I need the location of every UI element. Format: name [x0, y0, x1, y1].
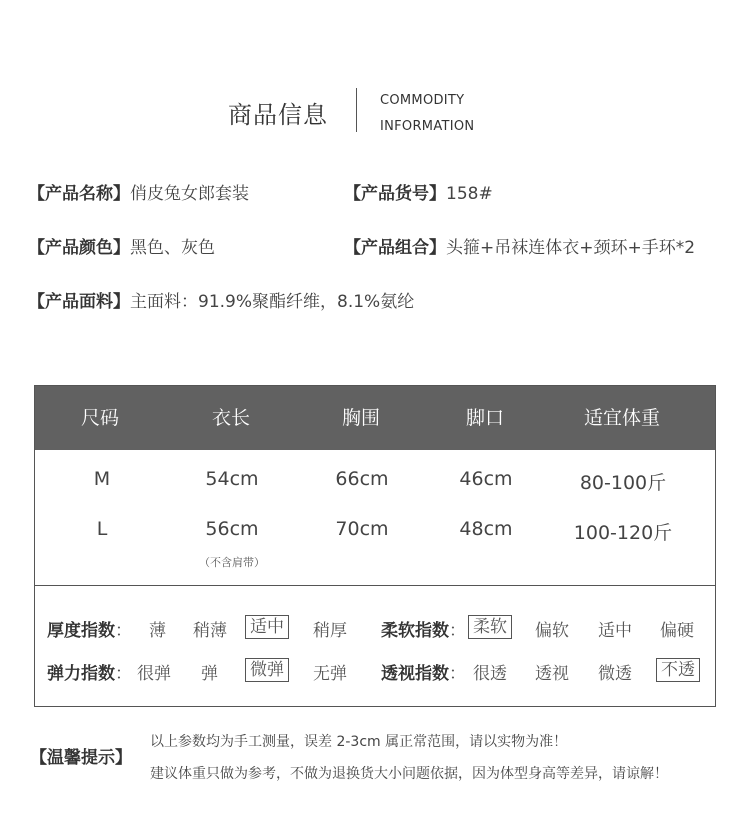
product-fabric-row — [28, 287, 414, 312]
product-name-row — [28, 179, 249, 204]
header-weight: 适宜体重 — [583, 407, 660, 429]
tip-line-1: 以上参数均为手工测量，误差 2-3cm 属正常范围，请以实物为准！ — [150, 734, 568, 750]
section-title-cn: 商品信息 — [228, 101, 328, 129]
product-sku-row — [344, 179, 493, 204]
softness-option-fairly-soft: 偏软 — [535, 621, 569, 641]
elastic-option-slight-selected: 微弹 — [245, 658, 289, 682]
row-l-bust: 70cm — [335, 518, 389, 540]
header-length: 衣长 — [211, 407, 250, 429]
size-table — [34, 385, 716, 586]
softness-option-medium: 适中 — [598, 621, 632, 641]
title-divider — [356, 88, 357, 132]
product-color-row — [28, 233, 215, 258]
sheer-option-very: 很透 — [473, 664, 507, 684]
thickness-option-thin: 薄 — [149, 621, 166, 641]
softness-label: 柔软指数： — [381, 621, 466, 641]
product-fabric-label: 【产品面料】 — [28, 292, 130, 312]
row-l-size: L — [96, 518, 108, 540]
row-m-weight: 80-100斤 — [579, 472, 667, 494]
thickness-label: 厚度指数： — [47, 621, 132, 641]
size-table-header — [35, 386, 715, 450]
row-m-length: 54cm — [205, 468, 259, 490]
row-m-size: M — [93, 468, 111, 490]
tip-line-2: 建议体重只做为参考，不做为退换货大小问题依据，因为体型身高等差异，请谅解！ — [150, 766, 668, 782]
thickness-option-slightly-thick: 稍厚 — [313, 621, 347, 641]
elastic-option-elastic: 弹 — [201, 664, 218, 684]
product-combo-label: 【产品组合】 — [344, 238, 446, 258]
section-title-en — [380, 88, 474, 140]
thickness-option-slightly-thin: 稍薄 — [193, 621, 227, 641]
header-bust: 胸围 — [341, 407, 380, 429]
row-m-bust: 66cm — [335, 468, 389, 490]
sheer-label: 透视指数： — [381, 664, 466, 684]
row-l-length: 56cm — [205, 518, 259, 540]
product-color-label: 【产品颜色】 — [28, 238, 130, 258]
product-fabric-value: 主面料：91.9%聚酯纤维，8.1%氨纶 — [130, 292, 415, 312]
length-note: （不含肩带） — [199, 556, 265, 569]
section-header — [0, 0, 750, 160]
product-combo-value: 头箍+吊袜连体衣+颈环+手环*2 — [446, 238, 696, 258]
row-l-hem: 48cm — [459, 518, 513, 540]
fabric-index-box — [34, 586, 716, 707]
elastic-option-none: 无弹 — [313, 664, 347, 684]
tips-label: 【温馨提示】 — [30, 748, 132, 768]
product-color-value: 黑色、灰色 — [130, 238, 215, 258]
product-name-label: 【产品名称】 — [28, 184, 130, 204]
sheer-option-opaque-selected: 不透 — [656, 658, 700, 682]
header-hem: 脚口 — [465, 407, 504, 429]
title-en-line2: INFORMATION — [380, 119, 475, 134]
product-combo-row — [344, 233, 695, 258]
product-sku-value: 158# — [446, 184, 493, 204]
sheer-option-slight: 微透 — [598, 664, 632, 684]
softness-option-soft-selected: 柔软 — [468, 615, 512, 639]
product-name-value: 俏皮兔女郎套装 — [130, 184, 249, 204]
thickness-option-medium-selected: 适中 — [245, 615, 289, 639]
elastic-label: 弹力指数： — [47, 664, 132, 684]
softness-option-fairly-hard: 偏硬 — [660, 621, 694, 641]
row-m-hem: 46cm — [459, 468, 513, 490]
sheer-option-sheer: 透视 — [535, 664, 569, 684]
elastic-option-very: 很弹 — [137, 664, 171, 684]
title-en-line1: COMMODITY — [380, 93, 465, 108]
row-l-weight: 100-120斤 — [573, 522, 673, 544]
header-size: 尺码 — [80, 407, 119, 429]
product-sku-label: 【产品货号】 — [344, 184, 446, 204]
